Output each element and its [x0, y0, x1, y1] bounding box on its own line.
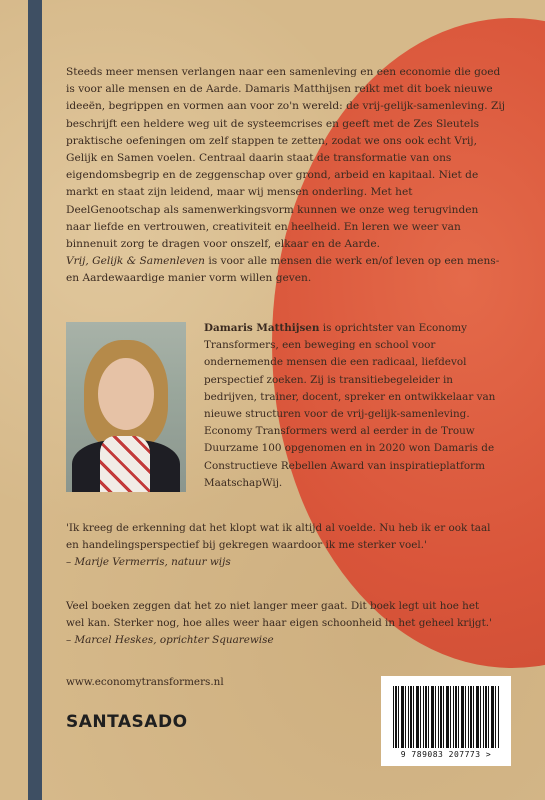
quote-text: 'Ik kreeg de erkenning dat het klopt wat ik altijd al voelde. Nu heb ik er ook taal en handelingsperspectief bij gekregen waardoor ik me sterker voel.'	[66, 522, 491, 551]
author-bio-text: is oprichtster van Economy Transformers, een beweging en school voor ondernemende mensen die een radicaal, liefdevol perspectief zoeken. Zij is transitiebegeleider in bedrijven, trainer, docent, spreker en ontwikkelaar van nieuwe structuren voor de vrij-gelijk-samenleving. Economy Transformers werd al eerder in de Trouw Duurzame 100 opgenomen en in 2020 won Damaris de Constructieve Rebellen Award van inspiratieplatform MaatschapWij.	[204, 322, 496, 489]
quote-attribution: – Marcel Heskes, oprichter Squarewise	[66, 634, 274, 646]
author-scarf	[100, 436, 150, 492]
endorsement-quote-2	[66, 598, 496, 649]
author-name: Damaris Matthijsen	[204, 322, 320, 334]
publisher-last-letter: O	[172, 712, 188, 732]
blurb-paragraph-1: Steeds meer mensen verlangen naar een samenleving en een economie die goed is voor alle mensen en de Aarde. Damaris Matthijsen reikt met dit boek nieuwe ideeën, begrippen en vormen aan voor zo'n wereld: de vrij-gelijk-samenleving. Zij beschrijft een heldere weg uit de systeemcrises en geeft met de Zes Sleutels praktische oefeningen om zelf stappen te zetten, zodat we ons ook echt Vrij, Gelijk en Samen voelen. Centraal daarin staat de transformatie van ons eigendomsbegrip en de zeggenschap over grond, arbeid en kapitaal. Niet de markt en staat zijn leidend, maar wij mensen onderling. Met het DeelGenootschap als samenwerkingsvorm kunnen we onze weg terugvinden naar liefde en vertrouwen, creativiteit en heelheid. En leren we weer van binnenuit zorg te dragen voor onszelf, elkaar en de Aarde.	[66, 66, 506, 251]
barcode-bars	[393, 686, 499, 748]
isbn-barcode	[381, 676, 511, 766]
blurb-paragraph-2-rest: is voor alle mensen die werk en/of leven op een mens- en Aardewaardige manier vorm willen geven.	[66, 255, 500, 285]
quote-text: Veel boeken zeggen dat het zo niet langer meer gaat. Dit boek legt uit hoe het wel kan. Sterker nog, hoe alles weer haar eigen schoonheid in het geheel krijgt.'	[66, 600, 492, 629]
spine-stripe	[28, 0, 42, 800]
author-photo	[66, 322, 186, 492]
endorsement-quote-1	[66, 520, 496, 571]
author-bio	[204, 320, 504, 492]
website-url: www.economytransformers.nl	[66, 676, 224, 688]
blurb-paragraph-2	[66, 253, 506, 287]
author-face	[98, 358, 154, 430]
publisher-logo	[66, 712, 188, 732]
book-title-italic: Vrij, Gelijk & Samenleven	[66, 255, 205, 268]
isbn-number: 9 789083 207773 >	[400, 750, 492, 759]
quote-attribution: – Marije Vermerris, natuur wijs	[66, 556, 231, 568]
blurb	[66, 64, 506, 288]
publisher-name: SANTASAD	[66, 712, 173, 732]
